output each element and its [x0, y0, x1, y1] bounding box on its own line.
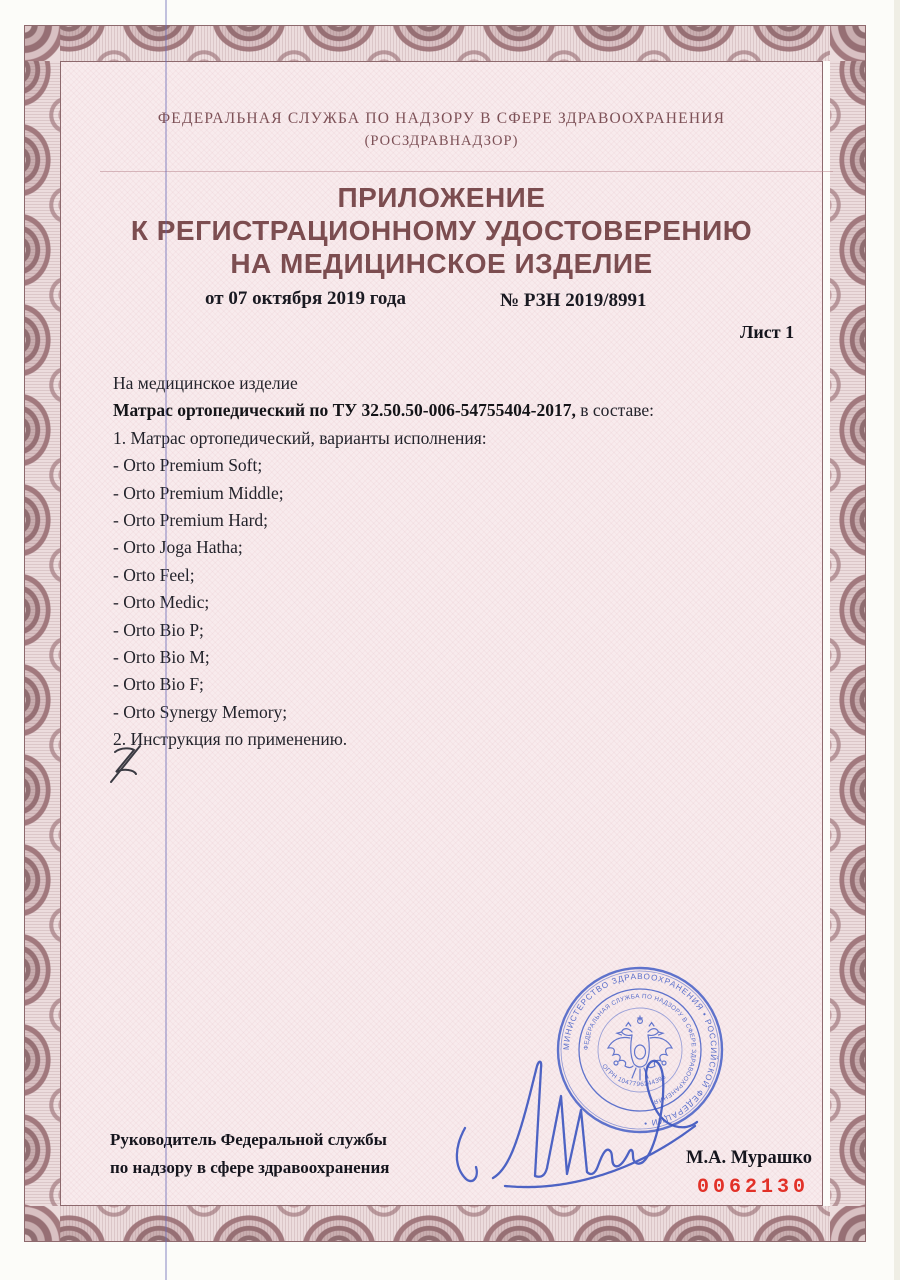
variant-line: - Orto Bio M;: [113, 647, 210, 668]
scan-edge-strip: [894, 0, 900, 1280]
serial-number: 0062130: [697, 1176, 810, 1199]
variant-line: - Orto Premium Hard;: [113, 510, 269, 531]
body-item-2: 2. Инструкция по применению.: [113, 729, 348, 750]
body-text: [113, 370, 773, 754]
variant-line: - Orto Bio P;: [113, 619, 204, 640]
vertical-crease-line: [165, 0, 167, 1280]
product-tail: в составе:: [575, 400, 655, 421]
body-item-1: 1. Матрас ортопедический, варианты исполнения:: [113, 427, 487, 448]
title-line-1: ПРИЛОЖЕНИЕ: [337, 182, 546, 213]
variant-line: - Orto Feel;: [113, 564, 195, 585]
title-line-3: НА МЕДИЦИНСКОЕ ИЗДЕЛИЕ: [230, 248, 653, 279]
seal-inner-text: ФЕДЕРАЛЬНАЯ СЛУЖБА ПО НАДЗОРУ В СФЕРЕ ЗДРАВООХРАНЕНИЯ: [582, 992, 698, 1106]
seal-ogrn-text: ОГРН 1047796244396: [600, 1062, 668, 1089]
sheet-number: Лист 1: [740, 322, 795, 342]
variant-line: - Orto Bio F;: [113, 674, 204, 695]
signer-title-line-1: Руководитель Федеральной службы: [110, 1130, 387, 1149]
signature-ink: [445, 1048, 710, 1193]
agency-short-name: (РОСЗДРАВНАДЗОР): [364, 133, 519, 149]
end-of-text-z-mark: [104, 740, 148, 790]
title-line-2: К РЕГИСТРАЦИОННОМУ УДОСТОВЕРЕНИЮ: [130, 215, 753, 246]
variant-line: - Orto Joga Hatha;: [113, 537, 243, 558]
issue-date: от 07 октября 2019 года: [205, 288, 406, 309]
agency-name: ФЕДЕРАЛЬНАЯ СЛУЖБА ПО НАДЗОРУ В СФЕРЕ ЗДРАВООХРАНЕНИЯ: [157, 110, 726, 127]
variant-line: - Orto Premium Middle;: [113, 482, 284, 503]
product-line: [113, 397, 773, 424]
variant-line: - Orto Synergy Memory;: [113, 701, 288, 722]
registration-number: № РЗН 2019/8991: [500, 290, 647, 311]
variant-line: - Orto Medic;: [113, 592, 210, 613]
body-intro: На медицинское изделие: [113, 373, 298, 393]
signer-name: М.А. Мурашко: [686, 1148, 812, 1168]
agency-header: [60, 108, 823, 152]
signer-title-line-2: по надзору в сфере здравоохранения: [110, 1158, 390, 1177]
seal-outer-text: МИНИСТЕРСТВО ЗДРАВООХРАНЕНИЯ • РОССИЙСКОЙ ФЕДЕРАЦИИ •: [561, 971, 719, 1128]
document-title: [60, 181, 823, 280]
product-name-bold: Матрас ортопедический по ТУ 32.50.50-006-54755404-2017,: [113, 400, 576, 421]
header-divider-line: [100, 171, 833, 172]
variant-line: - Orto Premium Soft;: [113, 455, 263, 476]
